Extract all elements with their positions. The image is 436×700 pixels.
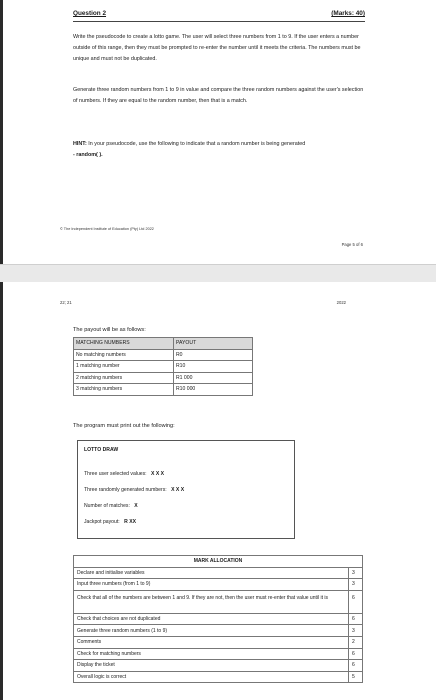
question-title: Question 2	[73, 10, 107, 17]
criteria-cell: Comments	[74, 636, 349, 648]
copyright-footer: © The Independent Institute of Education (Pty) Ltd 2022	[60, 227, 154, 231]
criteria-cell: Input three numbers (from 1 to 9)	[74, 579, 349, 591]
table-cell: R0	[174, 349, 253, 361]
table-cell: No matching numbers	[74, 349, 174, 361]
table-row	[74, 567, 363, 579]
user-values-line	[84, 471, 164, 477]
criteria-cell: Check that all of the numbers are between 1 and 9. If they are not, then the user must re-enter that value until it is	[74, 590, 349, 613]
hint-paragraph	[73, 139, 365, 161]
instructions-paragraph: Write the pseudocode to create a lotto game. The user will select three numbers from 1 to 9. If the user enters a number outside of this range, then they must be prompted to re-enter the number until it meets the criteria. The numbers must be unique and must not be duplicated.	[73, 34, 361, 62]
page-header-left: 22; 21	[60, 300, 72, 305]
mark-allocation-header-row	[74, 556, 363, 568]
user-values-label: Three user selected values:	[84, 471, 147, 477]
criteria-cell: Check that choices are not duplicated	[74, 613, 349, 625]
jackpot-label: Jackpot payout:	[84, 519, 120, 525]
matches-label: Number of matches:	[84, 503, 130, 509]
table-row	[74, 660, 363, 672]
table-cell: 1 matching number	[74, 361, 174, 373]
question-marks: (Marks: 40)	[331, 10, 365, 17]
random-values: X X X	[171, 487, 185, 493]
marks-cell: 2	[349, 636, 363, 648]
jackpot-value: R XX	[124, 519, 136, 525]
table-row	[74, 613, 363, 625]
table-row	[74, 671, 363, 683]
criteria-cell: Check for matching numbers	[74, 648, 349, 660]
table-row	[74, 372, 253, 384]
hint-code: - random( ).	[73, 152, 103, 158]
table-cell: R10 000	[174, 384, 253, 396]
marks-cell: 3	[349, 625, 363, 637]
page-header-year: 2022	[336, 300, 346, 305]
random-values-line	[84, 487, 184, 493]
table-row	[74, 636, 363, 648]
table-row	[74, 361, 253, 373]
marks-cell: 6	[349, 660, 363, 672]
page-gap	[0, 265, 436, 282]
marks-cell: 5	[349, 671, 363, 683]
table-row	[74, 648, 363, 660]
table-header: MATCHING NUMBERS	[74, 338, 174, 350]
lotto-draw-box	[77, 440, 295, 539]
page-number: Page 5 of 6	[341, 242, 363, 247]
table-cell: 3 matching numbers	[74, 384, 174, 396]
table-row	[74, 384, 253, 396]
criteria-cell: Overall logic is correct	[74, 671, 349, 683]
marks-cell: 6	[349, 648, 363, 660]
marks-cell: 3	[349, 579, 363, 591]
criteria-cell: Generate three random numbers (1 to 9)	[74, 625, 349, 637]
table-header-row	[74, 338, 253, 350]
user-values: X X X	[151, 471, 165, 477]
matches-value: X	[134, 503, 138, 509]
criteria-cell: Display the ticket	[74, 660, 349, 672]
print-intro: The program must print out the following:	[73, 423, 175, 429]
payout-table	[73, 337, 253, 396]
table-header: PAYOUT	[174, 338, 253, 350]
random-values-label: Three randomly generated numbers:	[84, 487, 167, 493]
page-5	[0, 0, 436, 265]
marks-cell: 6	[349, 613, 363, 625]
page-edge	[0, 0, 3, 264]
table-row	[74, 625, 363, 637]
table-row	[74, 579, 363, 591]
table-cell: R1 000	[174, 372, 253, 384]
table-row	[74, 349, 253, 361]
page-6	[0, 282, 436, 700]
hint-label: HINT:	[73, 141, 87, 147]
marks-cell: 6	[349, 590, 363, 613]
table-cell: R10	[174, 361, 253, 373]
marks-cell: 3	[349, 567, 363, 579]
table-row	[74, 590, 363, 613]
lotto-title: LOTTO DRAW	[84, 447, 119, 453]
matches-line	[84, 503, 138, 509]
random-paragraph: Generate three random numbers from 1 to 9 in value and compare the three random numbers against the user's selection of numbers. If they are equal to the random number, then that is a match.	[73, 87, 364, 104]
question-header	[73, 10, 365, 22]
table-cell: 2 matching numbers	[74, 372, 174, 384]
hint-text: In your pseudocode, use the following to indicate that a random number is being generated	[86, 141, 306, 147]
mark-allocation-title: MARK ALLOCATION	[74, 556, 363, 568]
mark-allocation-table	[73, 555, 363, 683]
jackpot-line	[84, 519, 136, 525]
criteria-cell: Declare and initialise variables	[74, 567, 349, 579]
payout-intro: The payout will be as follows:	[73, 327, 146, 333]
page-edge	[0, 282, 3, 700]
